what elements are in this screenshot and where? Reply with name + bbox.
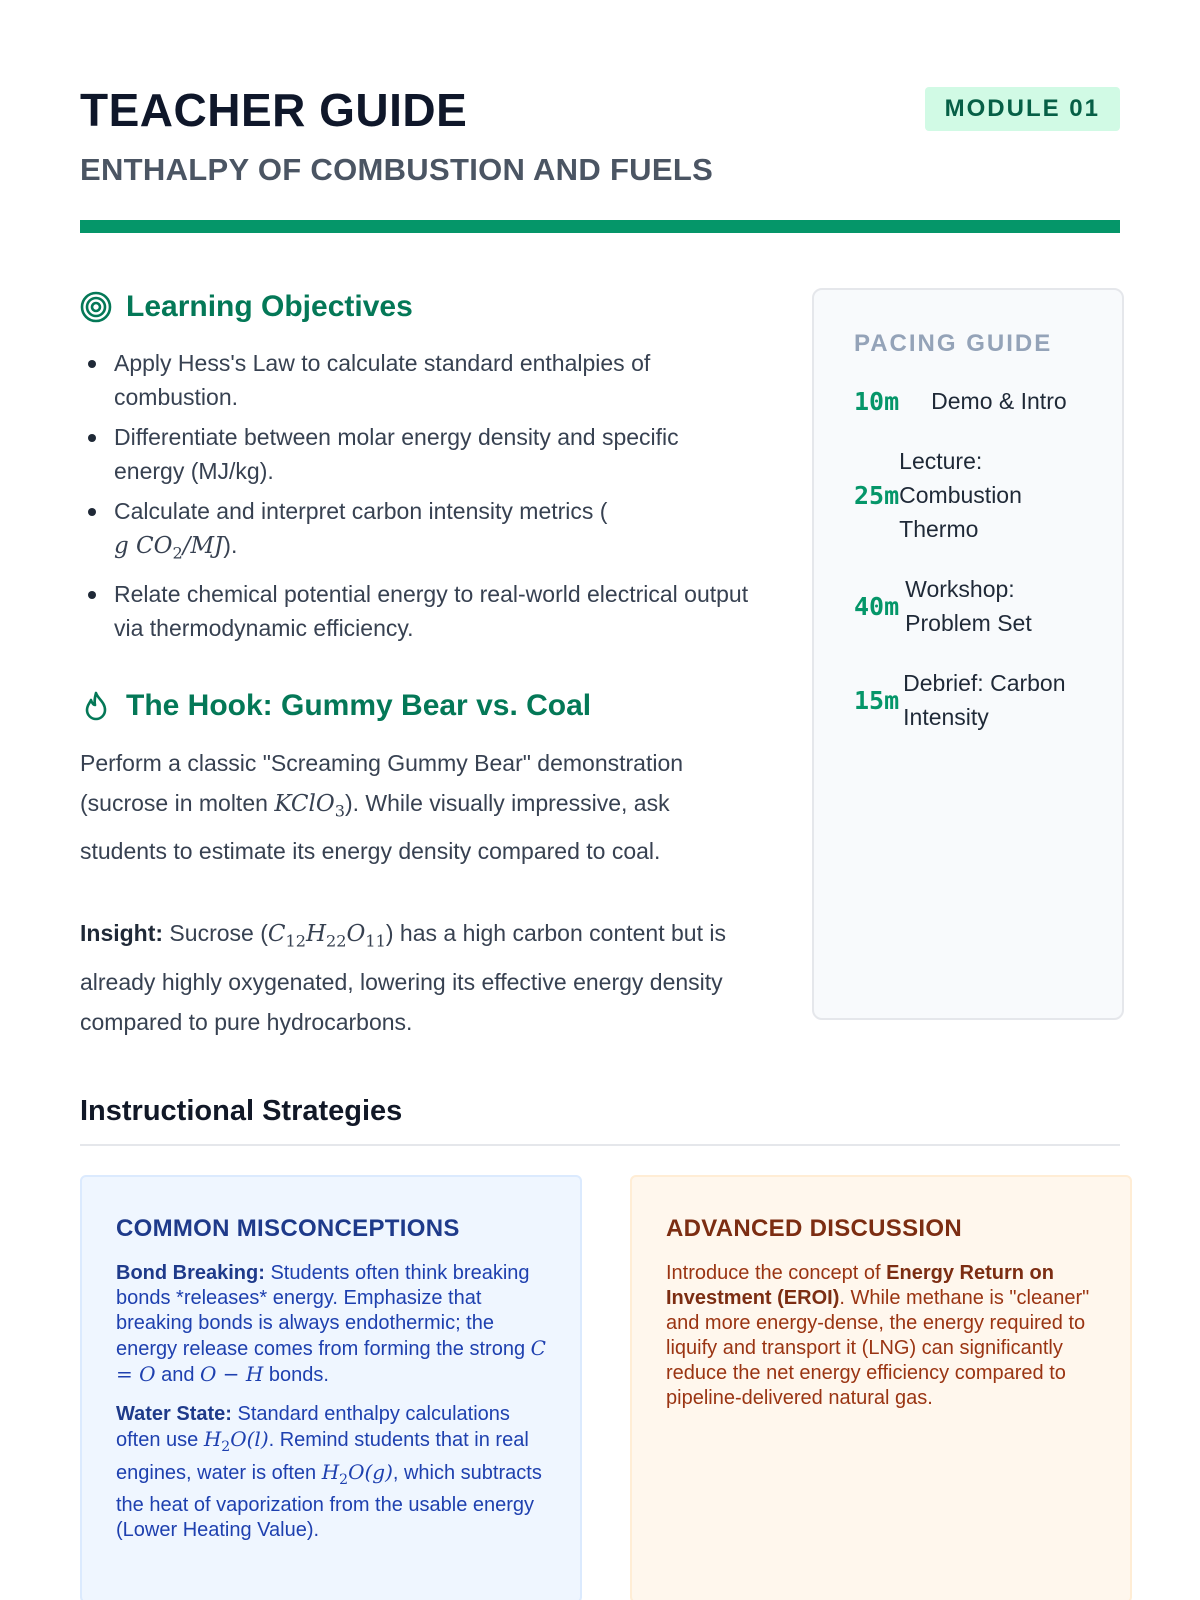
target-icon <box>80 291 112 323</box>
list-item-text: Calculate and interpret carbon intensity metrics ( <box>114 498 608 524</box>
advanced-note <box>666 1261 1096 1411</box>
insight-label: Insight: <box>80 920 164 947</box>
pacing-time: 25m <box>854 480 900 510</box>
note-text: . Remind students that in real engines, water is often <box>116 1429 529 1484</box>
math-subscript: 11 <box>365 931 386 951</box>
math-text: /MJ <box>182 533 224 559</box>
misconceptions-title: COMMON MISCONCEPTIONS <box>116 1215 460 1242</box>
math-expression <box>203 1427 269 1455</box>
list-item <box>80 494 750 571</box>
note-text: and <box>155 1364 200 1386</box>
math-text: O <box>346 921 366 948</box>
note-text: , which subtracts the heat of vaporization from the usable energy (Lower Heating Value). <box>116 1462 542 1541</box>
note-text: Introduce the concept of <box>666 1262 887 1284</box>
math-subscript: 2 <box>339 1472 349 1488</box>
hook-section <box>80 689 750 1042</box>
math-expression: C = O <box>116 1336 546 1386</box>
note-emphasis: Energy Return on Investment (EROI) <box>666 1262 1054 1309</box>
flame-icon <box>80 690 112 722</box>
math-subscript: 22 <box>326 931 347 951</box>
module-badge: MODULE 01 <box>925 87 1120 131</box>
note-text: Students often think breaking bonds *releases* energy. Emphasize that breaking bonds is always endothermic; the energy release comes from forming the strong <box>116 1262 531 1360</box>
math-expression <box>274 790 345 821</box>
note-text: bonds. <box>263 1364 329 1386</box>
math-text: O(l) <box>230 1427 269 1451</box>
note-label: Water State: <box>116 1403 232 1425</box>
pacing-title: PACING GUIDE <box>854 330 1053 357</box>
advanced-discussion-card <box>630 1175 1132 1600</box>
page-subtitle: ENTHALPY OF COMBUSTION AND FUELS <box>80 152 714 187</box>
math-expression: O − H <box>200 1362 264 1386</box>
paragraph-text: ). While visually impressive, ask students to estimate its energy density compared to coal. <box>80 789 670 865</box>
math-text: H <box>305 921 327 948</box>
math-text: H <box>321 1460 340 1484</box>
math-text: O(g) <box>348 1460 393 1484</box>
math-expression <box>321 1460 393 1488</box>
pacing-label: Debrief: Carbon Intensity <box>903 670 1066 730</box>
misconceptions-card <box>80 1175 582 1600</box>
pacing-time: 10m <box>854 386 900 416</box>
hook-heading <box>80 689 750 723</box>
paragraph-text: ) has a high carbon content but is already highly oxygenated, lowering its effective energy density compared to pure hydrocarbons. <box>80 920 726 1035</box>
list-item: Apply Hess's Law to calculate standard enthalpies of combustion. <box>80 346 750 414</box>
pacing-time: 40m <box>854 591 900 621</box>
math-text: g CO <box>114 533 173 559</box>
paragraph-text: Sucrose ( <box>163 920 268 947</box>
list-item-text: ). <box>223 532 238 558</box>
pacing-label: Workshop: Problem Set <box>905 576 1032 636</box>
objectives-list <box>80 346 750 645</box>
strategies-heading: Instructional Strategies <box>80 1095 403 1127</box>
pacing-time: 15m <box>854 685 900 715</box>
pacing-row <box>854 572 1082 640</box>
header-divider <box>80 220 1120 233</box>
list-item: Relate chemical potential energy to real-world electrical output via thermodynamic efficiency. <box>80 577 750 645</box>
paragraph-text: Perform a classic "Screaming Gummy Bear" demonstration (sucrose in molten <box>80 749 684 816</box>
advanced-title: ADVANCED DISCUSSION <box>666 1215 962 1242</box>
math-subscript: 12 <box>285 931 306 951</box>
hook-heading-text: The Hook: Gummy Bear vs. Coal <box>126 688 592 722</box>
math-expression <box>114 533 224 563</box>
note-label: Bond Breaking: <box>116 1262 265 1284</box>
strategies-divider <box>80 1144 1120 1146</box>
pacing-row <box>854 384 1082 418</box>
page-title: TEACHER GUIDE <box>80 84 468 136</box>
bond-breaking-note <box>116 1261 546 1388</box>
math-subscript: 2 <box>172 543 183 563</box>
note-text: . While methane is "cleaner" and more energy-dense, the energy required to liquify and transport it (LNG) can significantly reduce the net energy efficiency compared to pipeline-delivered natural gas. <box>666 1287 1090 1409</box>
pacing-row <box>854 666 1082 734</box>
main-column <box>80 290 750 1042</box>
pacing-label: Demo & Intro <box>931 388 1067 414</box>
note-text: Standard enthalpy calculations often use <box>116 1403 510 1451</box>
math-text: H <box>203 1427 222 1451</box>
insight-paragraph <box>80 913 750 1042</box>
pacing-row <box>854 444 1082 546</box>
pacing-label: Lecture: Combustion Thermo <box>899 448 1022 542</box>
pacing-guide-panel <box>812 288 1124 1020</box>
math-subscript: 3 <box>334 801 345 821</box>
math-expression <box>267 921 386 951</box>
hook-paragraph <box>80 743 750 872</box>
water-state-note <box>116 1402 546 1543</box>
math-text: KClO <box>274 790 335 817</box>
math-subscript: 2 <box>221 1439 231 1455</box>
objectives-heading-text: Learning Objectives <box>126 290 413 323</box>
objectives-heading <box>80 290 750 324</box>
page-header <box>80 80 1120 188</box>
math-text: C <box>267 921 286 948</box>
list-item: Differentiate between molar energy density and specific energy (MJ/kg). <box>80 420 750 488</box>
